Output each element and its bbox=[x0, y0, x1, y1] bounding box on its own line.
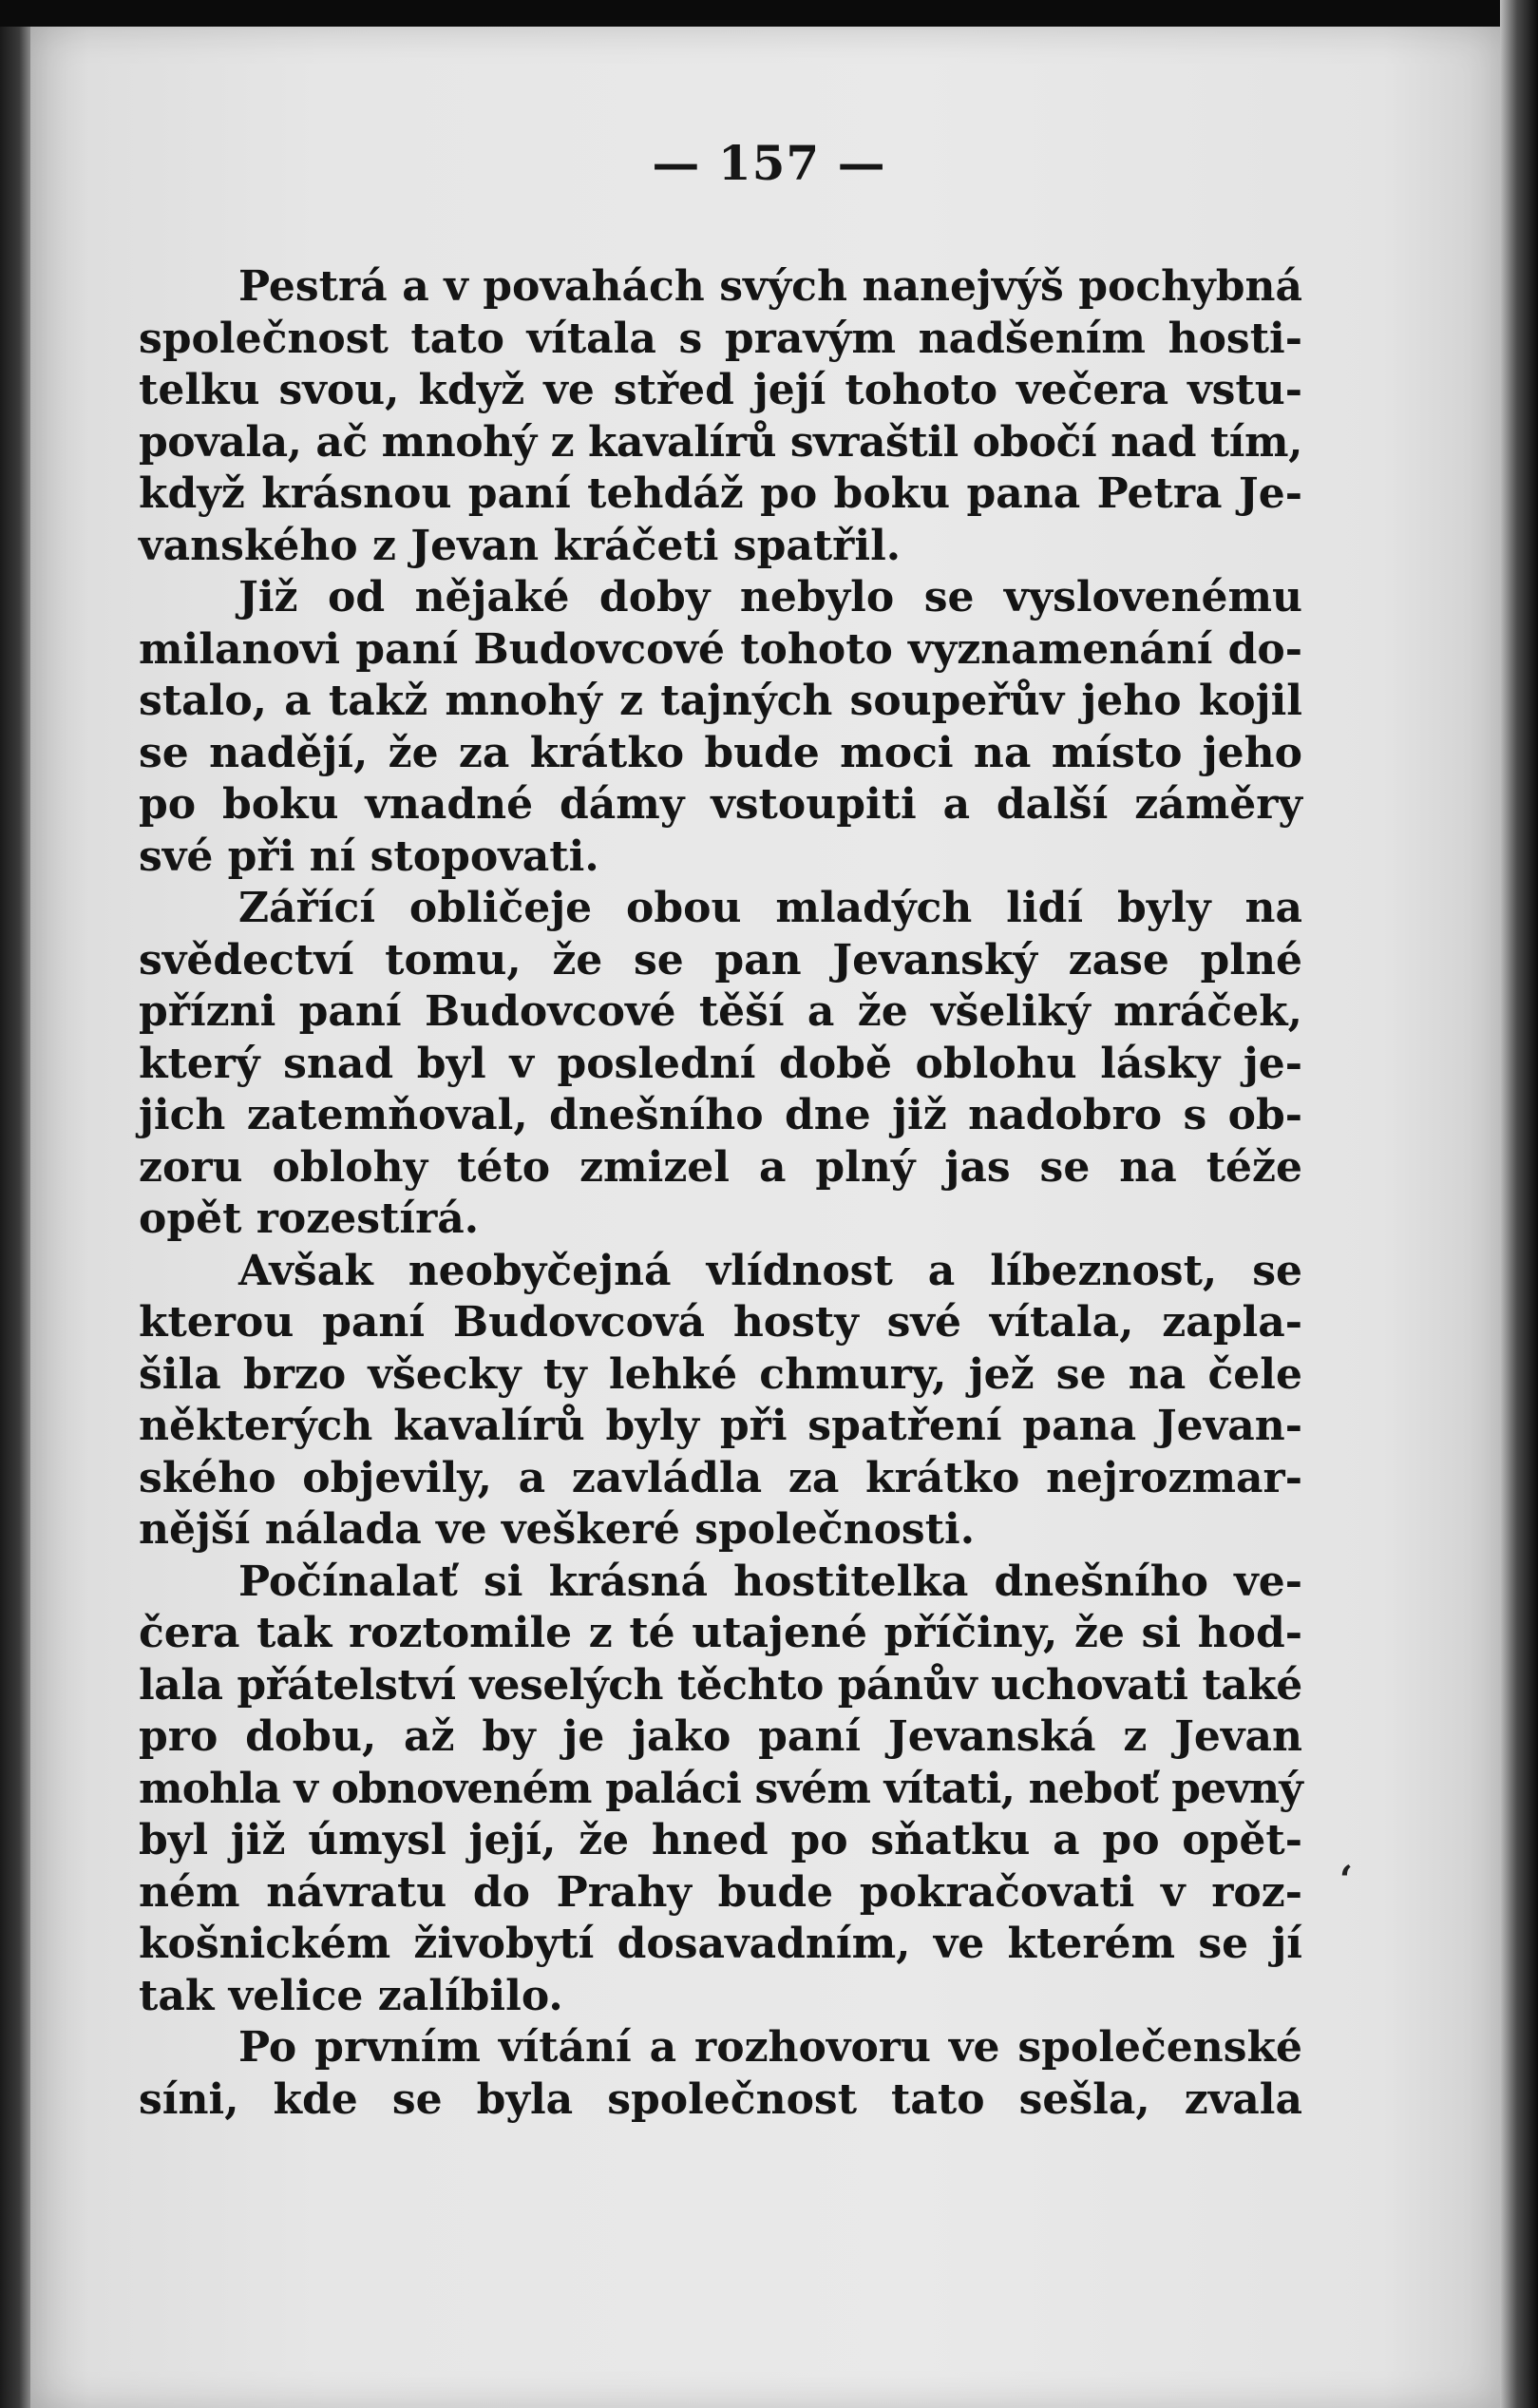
text-line: opět rozestírá. bbox=[139, 1194, 480, 1243]
body-text bbox=[139, 261, 1302, 2126]
text-line: povala, ač mnohý z kavalírů svraštil obočí nad tím, bbox=[139, 417, 1302, 467]
text-line: šila brzo všecky ty lehké chmury, jež se na čele bbox=[139, 1349, 1302, 1399]
text-line: vanského z Jevan kráčeti spatřil. bbox=[139, 521, 902, 570]
text-line: se nadějí, že za krátko bude moci na místo jeho bbox=[139, 728, 1302, 777]
text-line: pro dobu, až by je jako paní Jevanská z Jevan bbox=[139, 1712, 1302, 1761]
text-line: mohla v obnoveném paláci svém vítati, neboť pevný bbox=[139, 1764, 1302, 1813]
text-line: své při ní stopovati. bbox=[139, 831, 599, 881]
text-line: milanovi paní Budovcové tohoto vyznamenání do- bbox=[139, 624, 1302, 674]
text-line: telku svou, když ve střed její tohoto večera vstu- bbox=[139, 366, 1302, 414]
text-line: lala přátelství veselých těchto pánův uchovati také bbox=[139, 1660, 1302, 1710]
text-line: košnickém živobytí dosavadním, ve kterém se jí bbox=[139, 1920, 1302, 1968]
text-line: byl již úmysl její, že hned po sňatku a po opět- bbox=[139, 1816, 1302, 1864]
text-line: kterou paní Budovcová hosty své vítala, zapla- bbox=[139, 1298, 1302, 1347]
text-line: po boku vnadné dámy vstoupiti a další záměry bbox=[139, 780, 1302, 829]
page-number: — 157 — bbox=[652, 135, 886, 191]
text-line: Zářící obličeje obou mladých lidí byly na bbox=[238, 884, 1302, 932]
text-line: tak velice zalíbilo. bbox=[139, 1971, 563, 2020]
text-line: čera tak roztomile z té utajené příčiny, že si hod- bbox=[139, 1609, 1302, 1657]
text-line: nější nálada ve veškeré společnosti. bbox=[139, 1505, 976, 1554]
text-line: Již od nějaké doby nebylo se vyslovenému bbox=[238, 573, 1302, 621]
text-line: Avšak neobyčejná vlídnost a líbeznost, se bbox=[238, 1246, 1302, 1295]
stray-mark: ʻ bbox=[1339, 1858, 1353, 1902]
text-line: když krásnou paní tehdáž po boku pana Petra Je- bbox=[139, 469, 1302, 518]
text-line: přízni paní Budovcové těší a že všeliký mráček, bbox=[139, 987, 1302, 1036]
text-line: ského objevily, a zavládla za krátko nejrozmar- bbox=[139, 1453, 1302, 1502]
text-line: Počínalať si krásná hostitelka dnešního ve- bbox=[238, 1557, 1302, 1606]
text-line: Pestrá a v povahách svých nanejvýš pochybná bbox=[238, 262, 1302, 311]
text-line: stalo, a takž mnohý z tajných soupeřův jeho kojil bbox=[139, 677, 1302, 725]
text-line: zoru oblohy této zmizel a plný jas se na téže bbox=[139, 1142, 1302, 1192]
text-line: některých kavalírů byly při spatření pana Jevan- bbox=[139, 1402, 1302, 1450]
text-line: síni, kde se byla společnost tato sešla, zvala bbox=[139, 2074, 1302, 2124]
text-line: ném návratu do Prahy bude pokračovati v roz- bbox=[139, 1867, 1302, 1917]
text-line: jich zatemňoval, dnešního dne již nadobro s ob- bbox=[139, 1091, 1302, 1139]
text-line: Po prvním vítání a rozhovoru ve společenské bbox=[238, 2023, 1302, 2072]
text-line: svědectví tomu, že se pan Jevanský zase plné bbox=[139, 935, 1302, 984]
text-line: společnost tato vítala s pravým nadšením hosti- bbox=[139, 314, 1302, 363]
text-line: který snad byl v poslední době oblohu lásky je- bbox=[139, 1039, 1302, 1088]
page-edge-shadow bbox=[1500, 0, 1538, 2408]
